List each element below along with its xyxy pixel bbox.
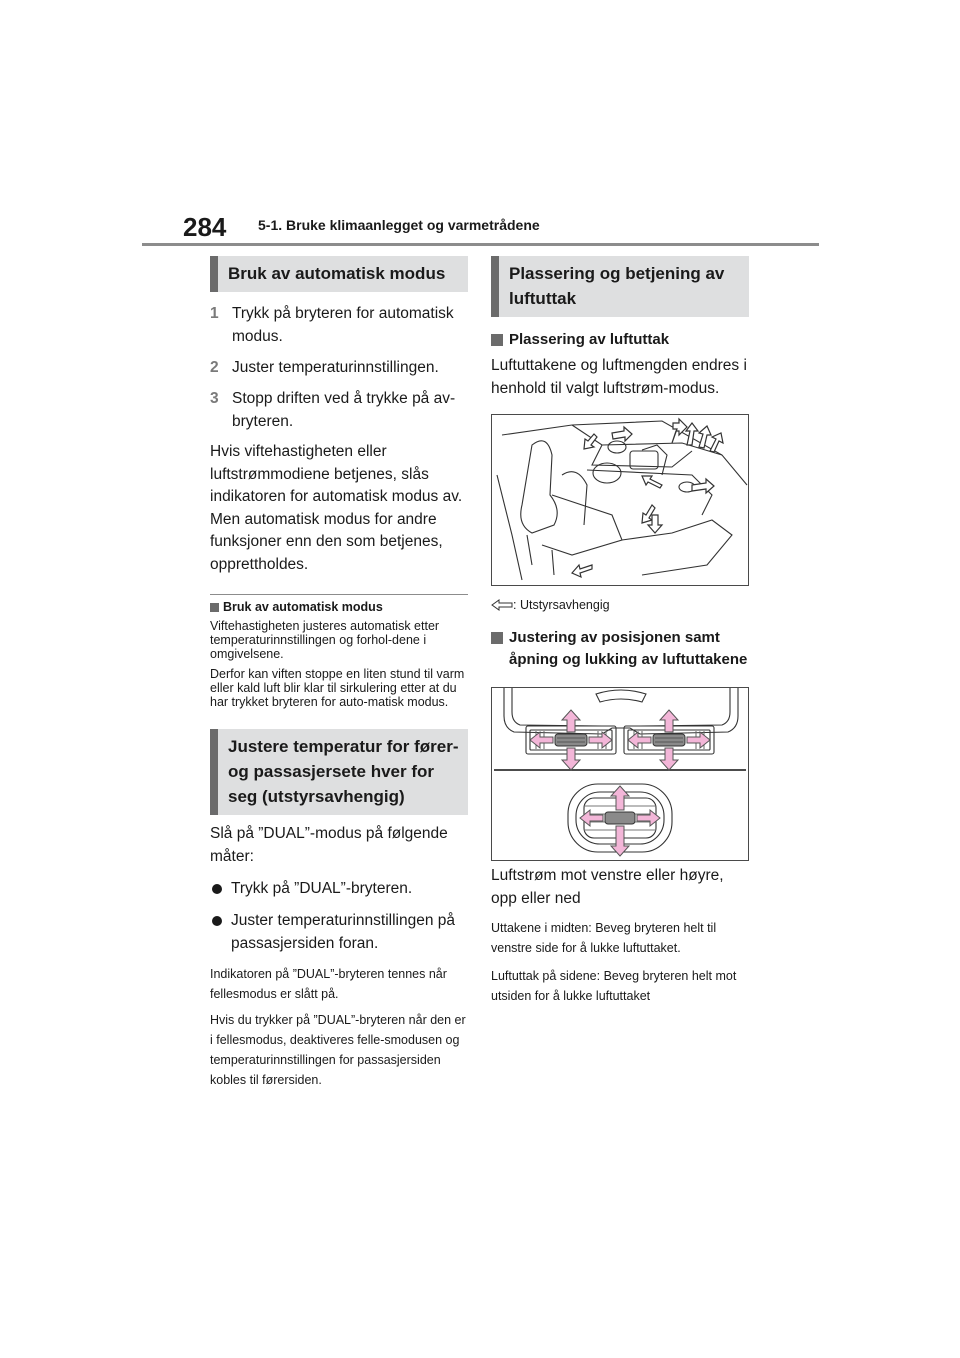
step-text: Juster temperaturinnstillingen. [232, 359, 439, 376]
hollow-arrow-icon [491, 599, 513, 611]
step-number: 3 [210, 390, 219, 407]
subheading-outlet-adjustment: Justering av posisjonen samt åpning og lukking av luftuttakene [491, 627, 749, 671]
vent-note: Luftuttak på sidene: Beveg bryteren helt mot utsiden for å lukke luftuttaket [491, 969, 737, 1003]
note-title-text: Bruk av automatisk modus [223, 600, 383, 614]
outlet-location-text: Luftuttakene og luftmengden endres i henhold til valgt luftstrøm-modus. [491, 357, 747, 397]
step-text: Stopp driften ved å trykke på av-bryteren. [232, 390, 456, 430]
bullet-text: Juster temperaturinnstillingen på passasjersiden foran. [231, 912, 456, 952]
airflow-arrows [572, 419, 723, 577]
legend-text: : Utstyrsavhengig [513, 598, 610, 612]
bullet-dot-icon [212, 916, 222, 926]
header-rule [142, 243, 819, 246]
bullet-text: Trykk på ”DUAL”-bryteren. [231, 880, 413, 897]
bullet-square-icon [491, 632, 503, 644]
vent-adjustment-drawing [492, 688, 748, 860]
right-column [491, 256, 749, 1006]
bullet-dot-icon [212, 884, 222, 894]
step-number: 2 [210, 359, 219, 376]
left-column [210, 256, 468, 1090]
car-interior-drawing [492, 415, 748, 585]
bullet-square-icon [210, 603, 219, 612]
step-item [210, 387, 468, 433]
step-item [210, 302, 468, 348]
step-number: 1 [210, 305, 219, 322]
note-title [210, 600, 468, 614]
section-heading-automatic-mode: Bruk av automatisk modus [210, 256, 468, 292]
subheading-outlet-location: Plassering av luftuttak [491, 329, 749, 351]
legend [491, 598, 749, 612]
dual-note: Hvis du trykker på ”DUAL”-bryteren når den er i fellesmodus, deaktiveres felle-smodusen og temperaturinnstillingen for passasjersiden kobles til førersiden. [210, 1013, 466, 1087]
car-interior-illustration [491, 414, 749, 586]
step-list [210, 302, 468, 433]
vent-note: Uttakene i midten: Beveg bryteren helt til venstre side for å lukke luftuttaket. [491, 921, 717, 955]
note-divider [210, 594, 468, 595]
bullet-square-icon [491, 334, 503, 346]
dual-note: Indikatoren på ”DUAL”-bryteren tennes når fellesmodus er slått på. [210, 967, 447, 1001]
section-heading-dual-temperature: Justere temperatur for fører- og passasjersete hver for seg (utstyrsavhengig) [210, 729, 468, 815]
paragraph-automatic-mode: Hvis viftehastigheten eller luftstrømmodiene betjenes, slås indikatoren for automatisk modus av. Men automatisk modus for andre funksjoner enn den som betjenes, opprettholdes. [210, 443, 463, 573]
dual-intro: Slå på ”DUAL”-modus på følgende måter: [210, 825, 448, 865]
chapter-title: 5-1. Bruke klimaanlegget og varmetrådene [258, 217, 540, 233]
vent-caption: Luftstrøm mot venstre eller høyre, opp eller ned [491, 867, 724, 907]
bullet-item [210, 909, 468, 955]
bullet-item [210, 877, 468, 900]
vent-adjustment-illustration [491, 687, 749, 861]
note-paragraph: Derfor kan viften stoppe en liten stund til varm eller kald luft blir klar til sirkulering etter at du har trykket bryteren for auto-matisk modus. [210, 667, 465, 709]
note-paragraph: Viftehastigheten justeres automatisk etter temperaturinnstillingen og forhol-dene i omgivelsene. [210, 619, 440, 661]
step-text: Trykk på bryteren for automatisk modus. [232, 305, 454, 345]
section-heading-air-outlets: Plassering og betjening av luftuttak [491, 256, 749, 317]
step-item [210, 356, 468, 379]
page-number: 284 [183, 212, 227, 242]
